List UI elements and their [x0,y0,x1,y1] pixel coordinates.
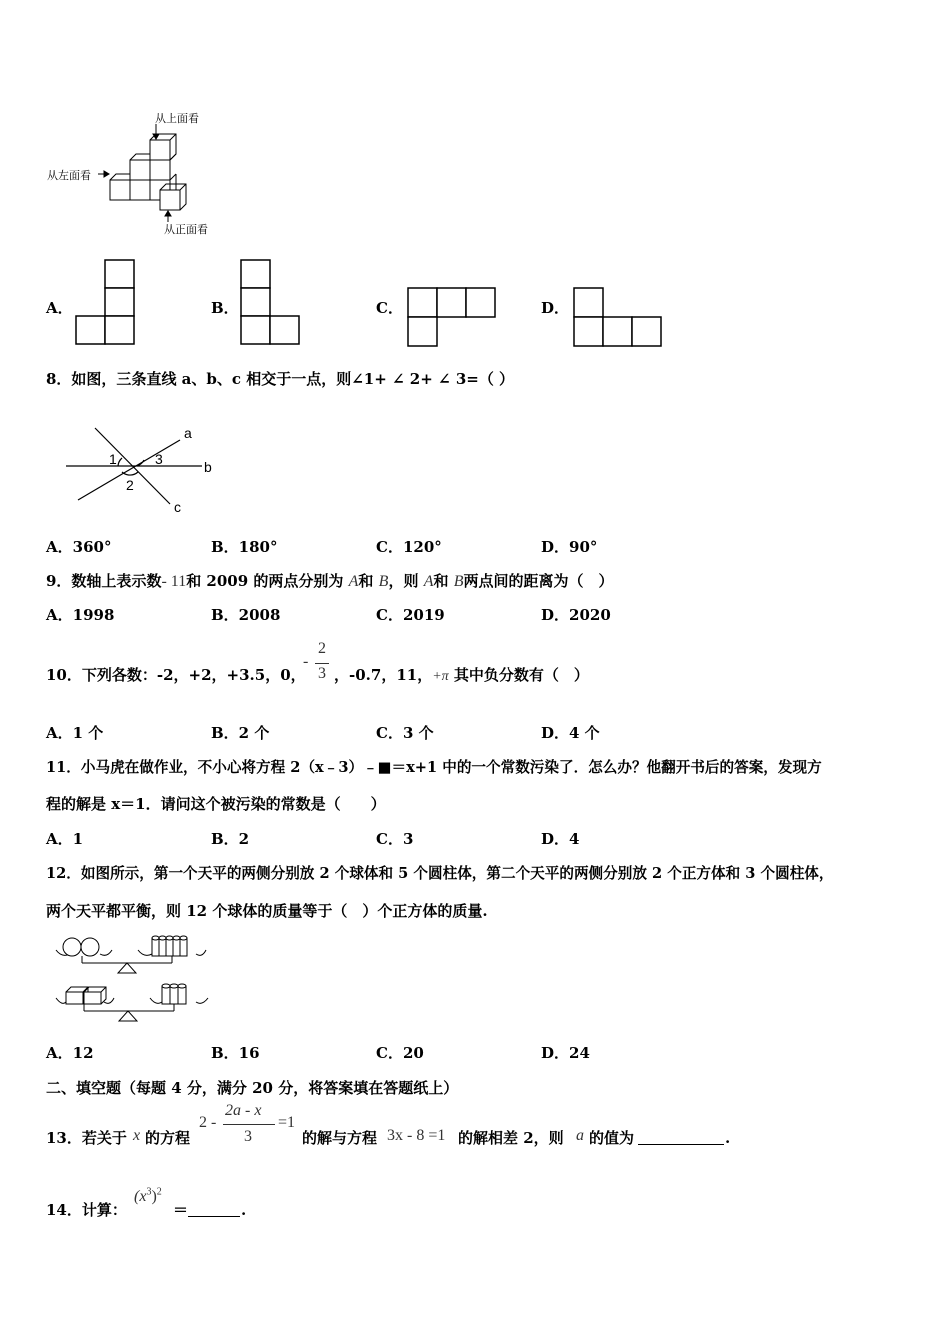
q8-option-b[interactable]: B．180° [211,538,278,556]
q9-option-b[interactable]: B．2008 [211,606,281,624]
q9-point-b: B [378,573,389,590]
q10-frac-den: 3 [318,665,326,682]
q8-stem: 8．如图，三条直线 a、b、c 相交于一点，则∠1+ ∠ 2+ ∠ 3=（ ） [46,370,515,388]
q9-option-c[interactable]: C．2019 [376,606,445,624]
q11-option-c[interactable]: C．3 [376,830,414,848]
q10-frac-num: 2 [318,640,326,657]
q9-point-a: A [348,573,359,590]
q12-balance-figure [52,930,212,1025]
q9-stem-part1: 9．数轴上表示数 [46,572,162,590]
q13-part2: 的方程 [145,1129,191,1147]
q14-expr-base: (x [134,1188,147,1205]
q10-option-d[interactable]: D．4 个 [541,724,600,742]
q11-option-b[interactable]: B．2 [211,830,250,848]
q8-line-a-label: a [184,425,192,441]
q7-option-a-label[interactable]: A． [46,299,73,317]
q14-expression [134,1186,162,1206]
q12-option-b[interactable]: B．16 [211,1044,260,1062]
q13-part1: 13．若关于 [46,1129,127,1147]
q9-option-d[interactable]: D．2020 [541,606,611,624]
q14-part1: 14．计算： [46,1201,127,1219]
q7-option-d-grid[interactable] [573,287,673,357]
q13-part4: 的解相差 2，则 [458,1129,564,1147]
label-from-left: 从左面看 [47,169,91,182]
q12-line2: 两个天平都平衡，则 12 个球体的质量等于（ ）个正方体的质量. [46,902,488,920]
q12-option-d[interactable]: D．24 [541,1044,590,1062]
q10-stem-part3: 其中负分数有（ ） [453,666,589,684]
q13-eq2: 3x - 8 =1 [387,1127,446,1144]
q13-var-a: a [576,1127,584,1144]
q9-and2: 和 [433,572,449,590]
q13-var-x: x [133,1127,141,1144]
q9-stem-part3: ，则 [388,572,419,590]
q14-end: . [241,1201,247,1219]
section2-title: 二、填空题（每题 4 分，满分 20 分，将答案填在答题纸上） [46,1079,459,1097]
q9-point-b2: B [453,573,464,590]
q11-option-a[interactable]: A．1 [46,830,84,848]
q8-option-d[interactable]: D．90° [541,538,598,556]
q13-eq-right: =1 [278,1114,296,1131]
q13-part5: 的值为 [589,1129,635,1147]
q8-option-a[interactable]: A．360° [46,538,112,556]
cube-stack-drawing [0,0,950,240]
q11-line1: 11．小马虎在做作业，不小心将方程 2（x﹣3）﹣■＝x+1 中的一个常数污染了．怎么办？他翻开书后的答案，发现方 [46,759,822,776]
q13-eq-den: 3 [244,1128,252,1145]
label-from-front: 从正面看 [164,223,208,236]
q10-stem-part1: 10．下列各数：-2，+2，+3.5，0， [46,666,306,684]
q10-frac-sign: - [303,653,309,670]
q13-answer-blank[interactable] [638,1130,724,1145]
q8-option-c[interactable]: C．120° [376,538,442,556]
q13-frac-bar [223,1124,275,1125]
q12-line1: 12．如图所示，第一个天平的两侧分别放 2 个球体和 5 个圆柱体，第二个天平的两侧分别放 2 个正方体和 3 个圆柱体， [46,865,834,882]
q10-pi: +π [432,669,449,684]
q8-angle2-label: 2 [126,477,134,493]
q8-line-c-label: c [174,499,181,515]
q9-stem-part2: 和 2009 的两点分别为 [186,572,344,590]
q14-expr-close: ) [151,1188,157,1205]
q7-option-c-label[interactable]: C． [376,299,403,317]
q9-and1: 和 [358,572,374,590]
q9-stem [46,571,614,592]
q11-option-d[interactable]: D．4 [541,830,580,848]
q9-point-a2: A [423,573,434,590]
q8-angle3-label: 3 [155,451,163,467]
q8-line-b-label: b [204,459,212,475]
q12-option-c[interactable]: C．20 [376,1044,424,1062]
q13-eq-num: 2a - x [225,1102,262,1119]
q7-option-c-grid[interactable] [407,287,507,357]
q7-option-a-grid[interactable] [76,259,156,349]
q14-answer-blank[interactable] [188,1202,240,1217]
q9-stem-part4: 两点间的距离为（ ） [463,572,614,590]
q10-option-b[interactable]: B．2 个 [211,724,270,742]
q13-end: . [725,1129,731,1147]
q14-equals: ＝ [173,1201,189,1219]
q7-option-b-label[interactable]: B． [211,299,239,317]
q10-option-c[interactable]: C．3 个 [376,724,434,742]
q10-stem-part2-text: ，-0.7，11， [334,666,433,684]
q8-lines-figure [60,420,260,520]
q10-frac-bar [315,663,329,664]
q8-angle1-label: 1 [109,451,117,467]
q11-line2: 程的解是 x＝1．请问这个被污染的常数是（ ） [46,795,386,813]
q14-expr-outer-exp: 2 [156,1186,162,1198]
q10-option-a[interactable]: A．1 个 [46,724,104,742]
q10-stem-part2 [334,665,589,687]
q13-part3: 的解与方程 [302,1129,378,1147]
label-from-top: 从上面看 [155,112,199,125]
q7-option-b-grid[interactable] [241,259,321,349]
q7-option-d-label[interactable]: D． [541,299,570,317]
q9-neg11: - 11 [161,573,187,590]
q13-eq-left: 2 - [199,1114,217,1131]
q9-option-a[interactable]: A．1998 [46,606,115,624]
q14-expr-inner-exp: 3 [146,1186,152,1198]
q12-option-a[interactable]: A．12 [46,1044,94,1062]
